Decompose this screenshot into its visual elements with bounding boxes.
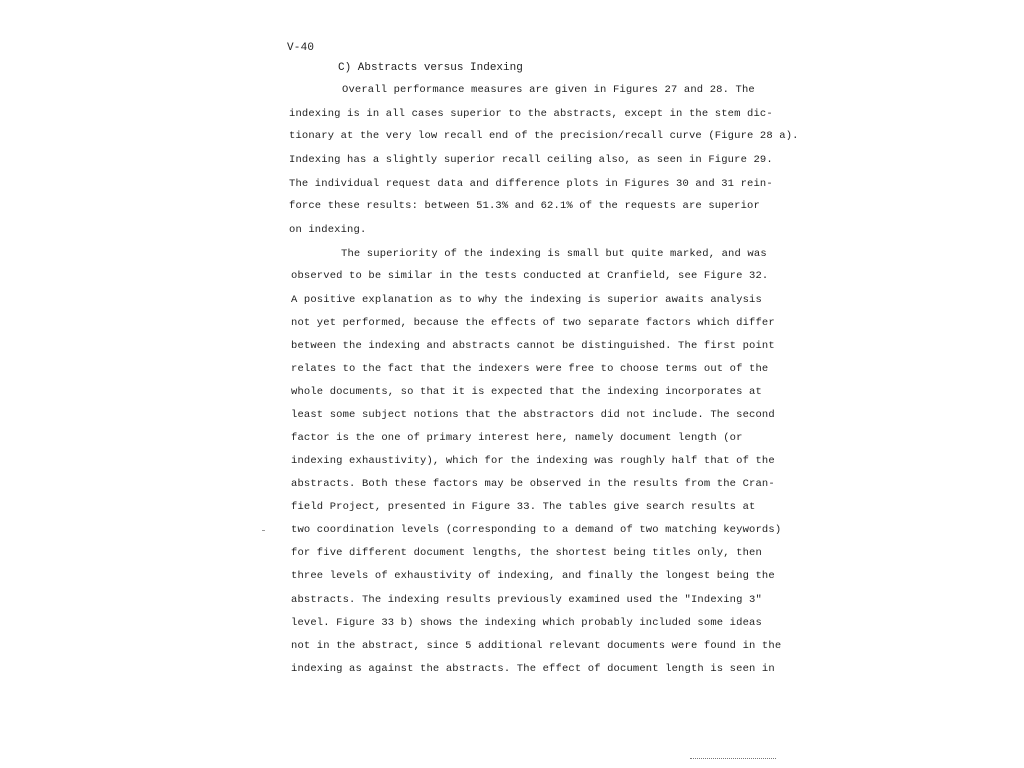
- text-line-5: The individual request data and difference plots in Figures 30 and 31 rein-: [289, 178, 773, 190]
- text-line-19: field Project, presented in Figure 33. The tables give search results at: [291, 501, 756, 513]
- text-line-22: three levels of exhaustivity of indexing, and finally the longest being the: [291, 570, 775, 582]
- text-line-15: least some subject notions that the abstractors did not include. The second: [291, 409, 775, 421]
- text-line-8: The superiority of the indexing is small but quite marked, and was: [341, 248, 767, 260]
- text-line-26: indexing as against the abstracts. The effect of document length is seen in: [291, 663, 775, 675]
- text-line-4: Indexing has a slightly superior recall ceiling also, as seen in Figure 29.: [289, 154, 773, 166]
- text-line-6: force these results: between 51.3% and 62.1% of the requests are superior: [289, 200, 760, 212]
- text-line-24: level. Figure 33 b) shows the indexing which probably included some ideas: [291, 617, 762, 629]
- text-line-9: observed to be similar in the tests conducted at Cranfield, see Figure 32.: [291, 270, 769, 282]
- page-number: V-40: [287, 42, 315, 54]
- text-line-21: for five different document lengths, the shortest being titles only, then: [291, 547, 762, 559]
- text-line-10: A positive explanation as to why the indexing is superior awaits analysis: [291, 294, 762, 306]
- text-line-18: abstracts. Both these factors may be observed in the results from the Cran-: [291, 478, 775, 490]
- section-heading: C) Abstracts versus Indexing: [338, 62, 523, 74]
- text-line-12: between the indexing and abstracts cannot be distinguished. The first point: [291, 340, 775, 352]
- text-line-17: indexing exhaustivity), which for the indexing was roughly half that of the: [291, 455, 775, 467]
- text-line-7: on indexing.: [289, 224, 367, 236]
- text-line-1: Overall performance measures are given in Figures 27 and 28. The: [342, 84, 755, 96]
- text-line-11: not yet performed, because the effects of two separate factors which differ: [291, 317, 775, 329]
- text-line-13: relates to the fact that the indexers were free to choose terms out of the: [291, 363, 769, 375]
- text-line-23: abstracts. The indexing results previously examined used the "Indexing 3": [291, 594, 762, 606]
- text-line-16: factor is the one of primary interest here, namely document length (or: [291, 432, 743, 444]
- footer-rule: [690, 758, 776, 759]
- text-line-14: whole documents, so that it is expected that the indexing incorporates at: [291, 386, 762, 398]
- text-line-25: not in the abstract, since 5 additional relevant documents were found in the: [291, 640, 782, 652]
- text-line-3: tionary at the very low recall end of the precision/recall curve (Figure 28 a).: [289, 130, 799, 142]
- scan-speck: [262, 530, 265, 531]
- text-line-20: two coordination levels (corresponding to a demand of two matching keywords): [291, 524, 782, 536]
- text-line-2: indexing is in all cases superior to the abstracts, except in the stem dic-: [289, 108, 773, 120]
